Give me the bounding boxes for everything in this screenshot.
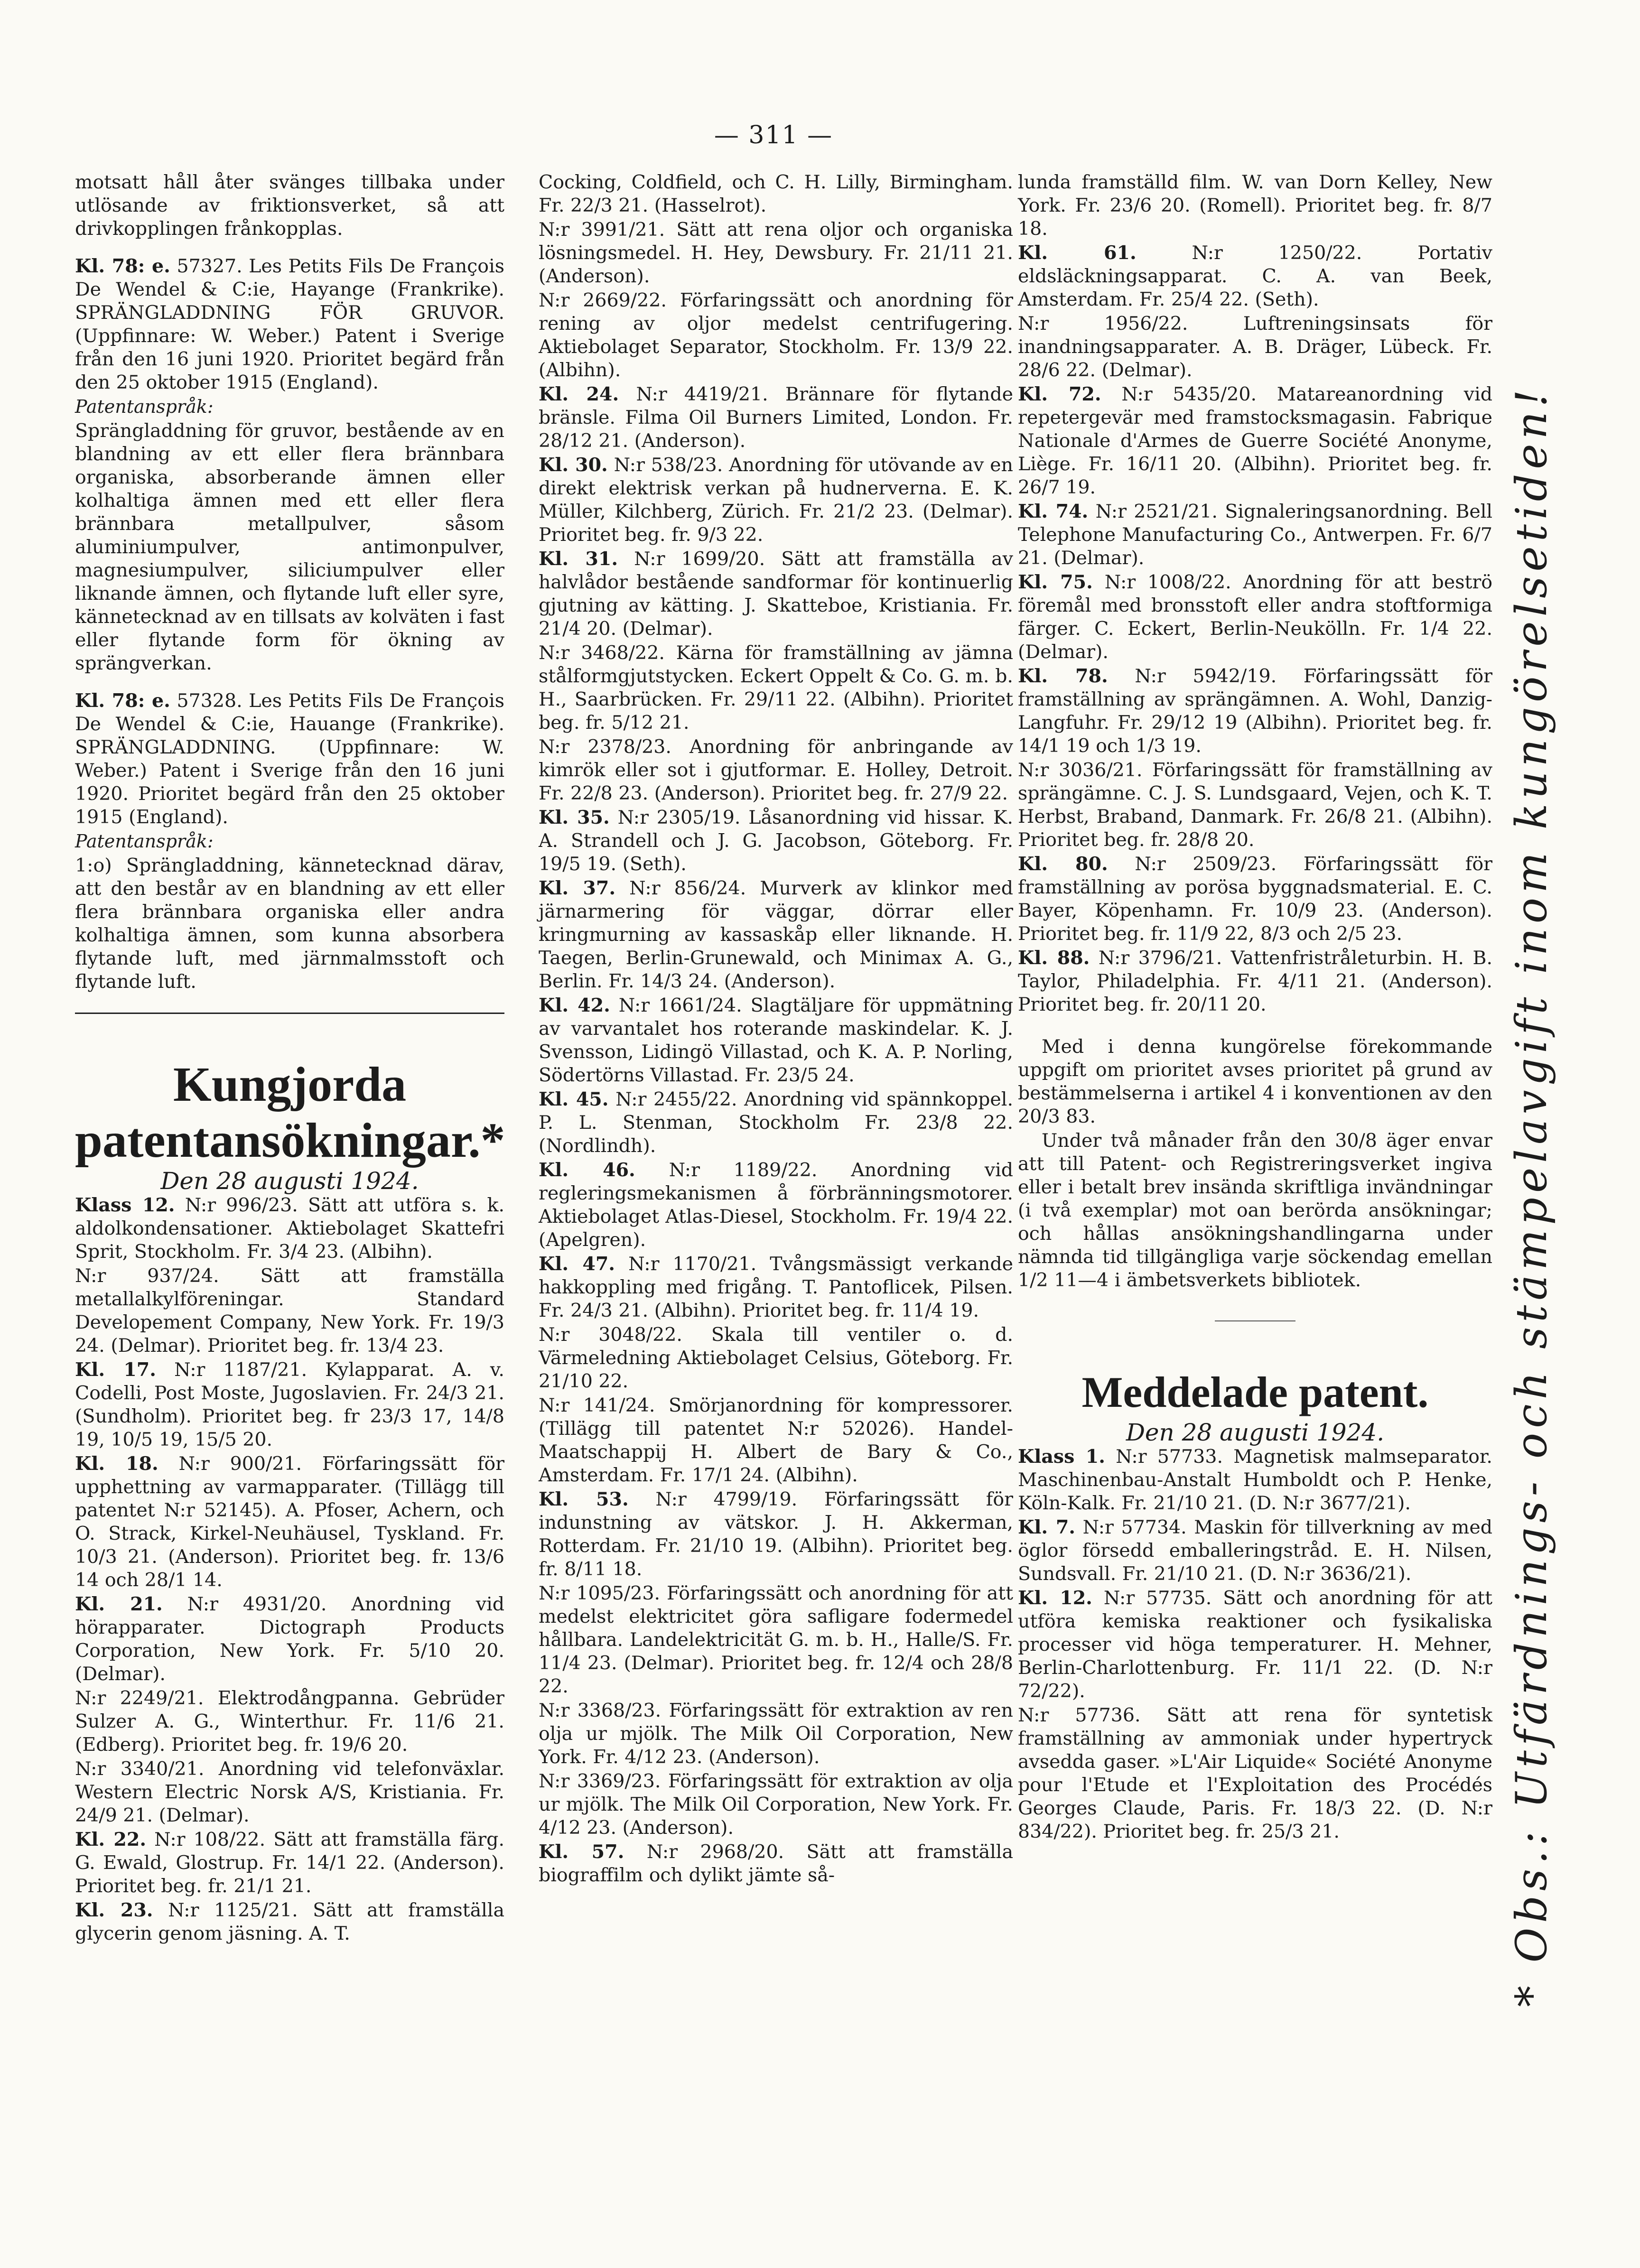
list-item <box>1018 1704 1492 1843</box>
list-item <box>1018 759 1492 852</box>
column-right <box>1018 171 1492 1844</box>
entry-text: N:r 1008/22. Anordning för att beströ föremål med bronsstoft eller andra stoftformiga färger. C. Eckert, Berlin-Neukölln. Fr. 1/4 22. (Delmar). <box>1018 571 1493 663</box>
list-item <box>539 1699 1013 1769</box>
side-note: * Obs.: Utfärdnings- och stämpelavgift inom kungörelsetiden! <box>1507 385 1556 2007</box>
entry-text: N:r 3369/23. Förfaringssätt för extraktion av olja ur mjölk. The Milk Oil Corporation, New York. Fr. 4/12 23. (Anderson). <box>539 1770 1013 1839</box>
list-item <box>539 735 1013 805</box>
entry-text: N:r 1956/22. Luftreningsinsats för inandningsapparater. A. B. Dräger, Lübeck. Fr. 28/6 22. (Delmar). <box>1018 313 1492 381</box>
entry-text: N:r 538/23. Anordning för utövande av en direkt elektrisk verkan på hudnerverna. E. K. Müller, Kilchberg, Zürich. Fr. 21/2 23. (Delmar). Prioritet beg. fr. 9/3 22. <box>539 454 1013 546</box>
entry-text: N:r 108/22. Sätt att framställa färg. G. Ewald, Glostrup. Fr. 14/1 22. (Anderson). Prioritet beg. fr. 21/1 21. <box>75 1829 505 1897</box>
claim-label: Patentanspråk: <box>75 831 214 852</box>
objection-note: Under två månader från den 30/8 äger envar att till Patent- och Registreringsverket ingiva eller i betalt brev insända skriftliga invändningar (i två exemplar) mot oan berörda ansökningar; och hållas ansökningshandlingarna under nämnda tid tillgängliga varje söckendag emellan 1/2 11—4 i ämbetsverkets bibliotek. <box>1018 1130 1492 1291</box>
entry-text: N:r 5435/20. Matareanordning vid repetergevär med framstocksmagasin. Fabrique Nationale d'Armes de Guerre Société Anonyme, Liège. Fr. 16/11 20. (Albihn). Prioritet beg. fr. 26/7 19. <box>1018 383 1493 498</box>
divider <box>75 1013 504 1014</box>
entry-text: N:r 1699/20. Sätt att framställa av halvlådor bestående sandformar för kontinuerlig gjutning av kätting. J. Skatteboe, Kristiania. Fr. 21/4 20. (Delmar). <box>539 548 1013 640</box>
entry-text: N:r 3991/21. Sätt att rena oljor och organiska lösningsmedel. H. Hey, Dewsbury. Fr. 21/11 21. (Anderson). <box>539 219 1013 287</box>
list-item <box>539 1159 1013 1252</box>
list-item <box>1018 383 1492 499</box>
class-label: Kl. 78. <box>1018 665 1108 687</box>
class-label: Kl. 18. <box>75 1453 158 1475</box>
list-item <box>539 454 1013 547</box>
patent-entry <box>75 255 504 394</box>
class-label: Kl. 35. <box>539 807 610 828</box>
intro-paragraph: motsatt håll åter svänges tillbaka under utlösande av friktionsverket, så att drivkopplingen frånkopplas. <box>75 171 504 240</box>
application-list <box>539 171 1013 1887</box>
entry-text: N:r 57736. Sätt att rena för syntetisk framställning av ammoniak under hypertryck avsedda gaser. »L'Air Liquide« Société Anonyme pour l'Etude et l'Exploitation des Procédés Georges Claude, Paris. Fr. 18/3 22. (D. N:r 834/22). Prioritet beg. fr. 25/3 21. <box>1018 1704 1492 1842</box>
list-item <box>539 289 1013 382</box>
section-title-applications: Kungjorda patentansökningar.* <box>75 1057 505 1168</box>
list-item <box>539 383 1013 453</box>
class-label: Kl. 78: e. <box>75 690 170 712</box>
class-label: Kl. 31. <box>539 548 618 570</box>
class-label: Kl. 17. <box>75 1359 157 1381</box>
entry-text: N:r 2455/22. Anordning vid spännkoppel. P. L. Stenman, Stockholm Fr. 23/8 22. (Nordlindh). <box>539 1088 1014 1157</box>
list-item <box>1018 1587 1492 1703</box>
list-item <box>1018 571 1492 664</box>
class-label: Kl. 61. <box>1018 242 1137 264</box>
class-label: Kl. 42. <box>539 995 610 1016</box>
list-item <box>1018 312 1492 382</box>
list-item <box>1018 1445 1492 1515</box>
entry-text: N:r 2509/23. Förfaringssätt för framställning av porösa byggnadsmaterial. E. C. Bayer, Köpenhamn. Fr. 10/9 23. (Anderson). Prioritet beg. fr. 11/9 22, 8/3 och 2/5 23. <box>1018 853 1492 945</box>
entry-text: Cocking, Coldfield, och C. H. Lilly, Birmingham. Fr. 22/3 21. (Hasselrot). <box>539 171 1013 216</box>
entry-text: lunda framställd film. W. van Dorn Kelley, New York. Fr. 23/6 20. (Romell). Prioritet beg. fr. 8/7 18. <box>1018 171 1492 240</box>
entry-text: N:r 996/23. Sätt att utföra s. k. aldolkondensationer. Aktiebolaget Skattefri Sprit, Stockholm. Fr. 3/4 23. (Albihn). <box>75 1194 504 1263</box>
list-item <box>75 1194 504 1264</box>
list-item <box>1018 1516 1492 1586</box>
entry-text: N:r 3048/22. Skala till ventiler o. d. Värmeledning Aktiebolaget Celsius, Göteborg. Fr. 21/10 22. <box>539 1324 1013 1392</box>
class-label: Kl. 80. <box>1018 853 1108 875</box>
entry-text: N:r 900/21. Förfaringssätt för upphettning av varmapparater. (Tillägg till patentet N:r 52145). A. Pfoser, Achern, och O. Strack, Kirkel-Neuhäusel, Tyskland. Fr. 10/3 21. (Anderson). Prioritet beg. fr. 13/6 14 och 28/1 14. <box>75 1453 505 1591</box>
entry-text: N:r 57734. Maskin för tillverkning av med öglor försedd emballeringstråd. E. H. Nilsen, Sundsvall. Fr. 21/10 21. (D. N:r 3636/21). <box>1018 1516 1492 1585</box>
list-item <box>75 1593 504 1686</box>
column-middle <box>539 171 1013 1888</box>
list-item <box>539 1840 1013 1887</box>
entry-text: N:r 57735. Sätt och anordning för att utföra kemiska reaktioner och fysikaliska processer vid höga temperaturer. H. Mehner, Berlin-Charlottenburg. Fr. 11/1 22. (D. N:r 72/22). <box>1018 1587 1492 1702</box>
class-label: Kl. 23. <box>75 1899 153 1921</box>
list-item <box>75 1358 504 1451</box>
list-item <box>539 1253 1013 1322</box>
list-item <box>539 218 1013 288</box>
list-item <box>539 806 1013 876</box>
list-item <box>539 1582 1013 1698</box>
class-label: Kl. 46. <box>539 1159 635 1181</box>
entry-text: N:r 1189/22. Anordning vid regleringsmekanismen å förbränningsmotorer. Aktiebolaget Atlas-Diesel, Stockholm. Fr. 19/4 22. (Apelgren). <box>539 1159 1014 1251</box>
entry-text: N:r 1661/24. Slagtäljare för uppmätning av varvantalet hos roterande maskindelar. K. J. Svensson, Lidingö Villastad, och K. A. P. Norling, Södertörns Villastad. Fr. 23/5 24. <box>539 995 1013 1086</box>
entry-text: N:r 2968/20. Sätt att framställa biograffilm och dylikt jämte så- <box>539 1841 1013 1886</box>
list-item <box>539 1488 1013 1581</box>
entry-text: N:r 4931/20. Anordning vid hörapparater. Dictograph Products Corporation, New York. Fr. 5/10 20. (Delmar). <box>75 1593 505 1685</box>
section-title-granted: Meddelade patent. <box>1081 1368 1429 1416</box>
list-item <box>539 641 1013 734</box>
entry-text: N:r 57733. Magnetisk malmseparator. Maschinenbau-Anstalt Humboldt och P. Henke, Köln-Kalk. Fr. 21/10 21. (D. N:r 3677/21). <box>1018 1446 1492 1514</box>
class-label: Kl. 45. <box>539 1088 609 1110</box>
list-item <box>539 171 1013 217</box>
list-item <box>1018 853 1492 946</box>
list-item <box>75 1899 504 1945</box>
class-label: Kl. 47. <box>539 1253 615 1275</box>
list-item <box>1018 242 1492 311</box>
entry-text: N:r 3468/22. Kärna för framställning av jämna stålformgjutstycken. Eckert Oppelt & Co. G. m. b. H., Saarbrücken. Fr. 29/11 22. (Albihn). Prioritet beg. fr. 5/12 21. <box>539 642 1013 734</box>
class-label: Klass 1. <box>1018 1446 1106 1468</box>
entry-text: N:r 141/24. Smörjanordning för kompressorer. (Tillägg till patentet N:r 52026). Handel-Maatschappij H. Albert de Bary & Co., Amsterdam. Fr. 17/1 24. (Albihn). <box>539 1394 1013 1486</box>
list-item <box>539 1088 1013 1158</box>
divider <box>1215 1320 1295 1321</box>
entry-text: N:r 2669/22. Förfaringssätt och anordning för rening av oljor medelst centrifugering. Aktiebolaget Separator, Stockholm. Fr. 13/9 22. (Albihn). <box>539 289 1013 381</box>
granted-list <box>1018 1445 1492 1843</box>
list-item <box>1018 947 1492 1016</box>
list-item <box>1018 171 1492 241</box>
class-label: Kl. 75. <box>1018 571 1093 593</box>
application-list <box>1018 171 1492 1016</box>
list-item <box>539 548 1013 641</box>
entry-text: N:r 1095/23. Förfaringssätt och anordning för att medelst elektricitet göra safligare fodermedel hållbara. Landelektricität G. m. b. H., Halle/S. Fr. 11/4 23. (Delmar). Prioritet beg. fr. 12/4 och 28/8 22. <box>539 1582 1013 1697</box>
claim-label: Patentanspråk: <box>75 396 214 417</box>
list-item <box>539 1394 1013 1487</box>
entry-text: N:r 3340/21. Anordning vid telefonväxlar. Western Electric Norsk A/S, Kristiania. Fr. 24/9 21. (Delmar). <box>75 1758 504 1826</box>
entry-text: N:r 2521/21. Signaleringsanordning. Bell Telephone Manufacturing Co., Antwerpen. Fr. 6/7 21. (Delmar). <box>1018 501 1493 569</box>
class-label: Kl. 88. <box>1018 947 1090 969</box>
entry-text: N:r 1187/21. Kylapparat. A. v. Codelli, Post Moste, Jugoslavien. Fr. 24/3 21. (Sundholm). Prioritet beg. fr 23/3 17, 14/8 19, 10/5 19, 15/5 20. <box>75 1359 504 1450</box>
claim-text: 1:o) Sprängladdning, kännetecknad därav, att den består av en blandning av ett eller flera brännbara organiska eller andra kolhaltiga ämnen, som kunna absorbera flytande luft, med järnmalmsstoft och flytande luft. <box>75 855 504 993</box>
section-date: Den 28 augusti 1924. <box>1126 1419 1385 1446</box>
entry-text: N:r 937/24. Sätt att framställa metallalkylföreningar. Standard Developement Company, New York. Fr. 19/3 24. (Delmar). Prioritet beg. fr. 13/4 23. <box>75 1265 504 1357</box>
column-left <box>75 171 504 1946</box>
entry-text: N:r 4799/19. Förfaringssätt för indunstning av vätskor. J. H. Akkerman, Rotterdam. Fr. 21/10 19. (Albihn). Prioritet beg. fr. 8/11 18. <box>539 1488 1013 1580</box>
entry-text: 57327. Les Petits Fils De François De Wendel & C:ie, Hayange (Frankrike). SPRÄNGLADDNING FÖR GRUVOR. (Uppfinnare: W. Weber.) Patent i Sverige från den 16 juni 1920. Prioritet begärd från den 25 oktober 1915 (England). <box>75 255 504 393</box>
class-label: Kl. 57. <box>539 1841 624 1863</box>
claim-text: Sprängladdning för gruvor, bestående av en blandning av ett eller flera brännbara organiska, absorberande ämnen eller kolhaltiga ämnen med ett eller flera brännbara metallpulver, såsom aluminiumpulver, antimonpulver, magnesiumpulver, siliciumpulver eller liknande ämnen, och flytande luft eller syre, kännetecknad av en tillsats av kolväten i fast eller flytande form för ökning av sprängverkan. <box>75 420 504 674</box>
list-item <box>1018 665 1492 758</box>
list-item <box>75 1687 504 1757</box>
class-label: Kl. 24. <box>539 383 619 405</box>
entry-text: N:r 856/24. Murverk av klinkor med järnarmering för väggar, dörrar eller kringmurning av kassaskåp eller liknande. H. Taegen, Berlin-Grunewald, och Minimax A. G., Berlin. Fr. 14/3 24. (Anderson). <box>539 877 1013 992</box>
entry-text: N:r 5942/19. Förfaringssätt för framställning av sprängämnen. A. Wohl, Danzig-Langfuhr. Fr. 29/12 19 (Albihn). Prioritet beg. fr. 14/1 19 och 1/3 19. <box>1018 665 1492 757</box>
list-item <box>75 1452 504 1592</box>
class-label: Klass 12. <box>75 1194 175 1216</box>
application-list <box>75 1194 504 1945</box>
priority-note: Med i denna kungörelse förekommande uppgift om prioritet avses prioritet på grund av bestämmelserna i artikel 4 i konventionen av den 20/3 83. <box>1018 1036 1492 1127</box>
list-item <box>1018 500 1492 570</box>
class-label: Kl. 12. <box>1018 1587 1092 1609</box>
list-item <box>539 994 1013 1087</box>
class-label: Kl. 22. <box>75 1829 147 1850</box>
class-label: Kl. 21. <box>75 1593 163 1615</box>
list-item <box>539 877 1013 993</box>
page-number: — 311 — <box>714 121 833 149</box>
entry-text: N:r 3796/21. Vattenfristråleturbin. H. B. Taylor, Philadelphia. Fr. 4/11 21. (Anderson). Prioritet beg. fr. 20/11 20. <box>1018 947 1493 1015</box>
entry-text: N:r 2249/21. Elektrodångpanna. Gebrüder Sulzer A. G., Winterthur. Fr. 11/6 21. (Edberg). Prioritet beg. fr. 19/6 20. <box>75 1687 504 1756</box>
patent-entry <box>75 689 504 829</box>
class-label: Kl. 53. <box>539 1488 629 1510</box>
class-label: Kl. 37. <box>539 877 616 899</box>
entry-text: N:r 2305/19. Låsanordning vid hissar. K. A. Strandell och J. G. Jacobson, Göteborg. Fr. 19/5 19. (Seth). <box>539 807 1013 875</box>
list-item <box>75 1828 504 1898</box>
entry-text: N:r 4419/21. Brännare för flytande bränsle. Filma Oil Burners Limited, London. Fr. 28/12 21. (Anderson). <box>539 383 1013 452</box>
entry-text: N:r 1170/21. Tvångsmässigt verkande hakkoppling med frigång. T. Pantoflicek, Pilsen. Fr. 24/3 21. (Albihn). Prioritet beg. fr. 11/4 19. <box>539 1253 1013 1321</box>
section-date: Den 28 augusti 1924. <box>160 1167 419 1195</box>
entry-text: 57328. Les Petits Fils De François De Wendel & C:ie, Hauange (Frankrike). SPRÄNGLADDNING. (Uppfinnare: W. Weber.) Patent i Sverige från den 16 juni 1920. Prioritet begärd från den 25 oktober 1915 (England). <box>75 690 504 828</box>
entry-text: N:r 3036/21. Förfaringssätt för framställning av sprängämne. C. J. S. Lundsgaard, Vejen, och K. T. Herbst, Braband, Danmark. Fr. 26/8 21. (Albihn). Prioritet beg. fr. 28/8 20. <box>1018 759 1492 851</box>
entry-text: N:r 1125/21. Sätt att framställa glycerin genom jäsning. A. T. <box>75 1899 504 1944</box>
entry-text: N:r 3368/23. Förfaringssätt för extraktion av ren olja ur mjölk. The Milk Oil Corporation, New York. Fr. 4/12 23. (Anderson). <box>539 1700 1013 1768</box>
class-label: Kl. 7. <box>1018 1516 1076 1538</box>
list-item <box>539 1770 1013 1840</box>
entry-text: N:r 1250/22. Portativ eldsläckningsapparat. C. A. van Beek, Amsterdam. Fr. 25/4 22. (Seth). <box>1018 242 1492 310</box>
entry-text: N:r 2378/23. Anordning för anbringande av kimrök eller sot i gjutformar. E. Holley, Detroit. Fr. 22/8 23. (Anderson). Prioritet beg. fr. 27/9 22. <box>539 736 1013 804</box>
list-item <box>75 1264 504 1357</box>
class-label: Kl. 74. <box>1018 501 1089 522</box>
class-label: Kl. 78: e. <box>75 255 170 277</box>
list-item <box>539 1323 1013 1393</box>
class-label: Kl. 72. <box>1018 383 1101 405</box>
class-label: Kl. 30. <box>539 454 608 476</box>
list-item <box>75 1757 504 1827</box>
